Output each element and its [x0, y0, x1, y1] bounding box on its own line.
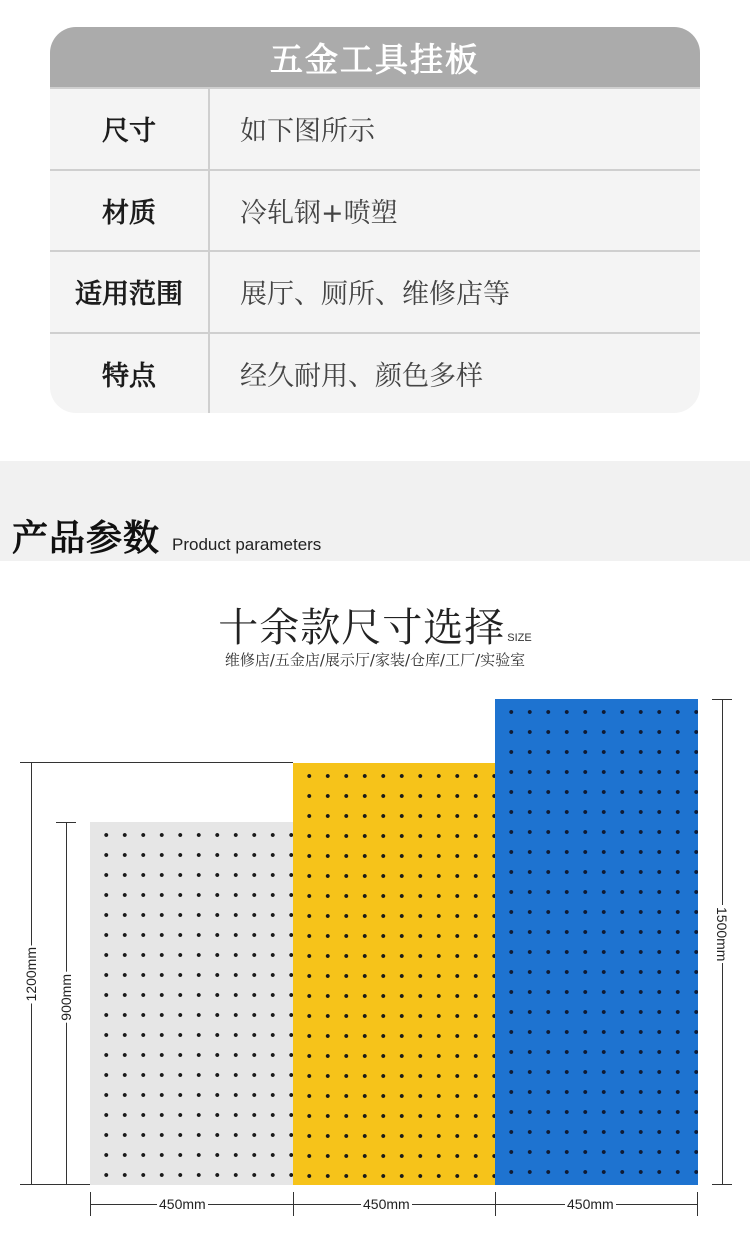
dimension-tick [697, 1192, 698, 1216]
size-heading [0, 596, 750, 653]
pegboard-yellow [293, 763, 495, 1185]
spec-row-size [50, 87, 700, 169]
spec-value: 经久耐用、颜色多样 [240, 360, 483, 392]
dimension-tick [495, 1192, 496, 1216]
spec-value: 如下图所示 [240, 116, 375, 148]
spec-key: 材质 [50, 171, 210, 251]
pegboard-blue [495, 699, 698, 1185]
spec-table-title: 五金工具挂板 [50, 27, 700, 87]
dimension-tick [20, 762, 293, 763]
dimension-label-width-grey: 450mm [159, 1196, 206, 1212]
dimension-tick [293, 1192, 294, 1216]
spec-key: 特点 [50, 334, 210, 414]
spec-row-scope [50, 250, 700, 332]
spec-key: 适用范围 [50, 252, 210, 332]
dimension-label-1500: 1500mm [714, 907, 730, 962]
section-title: 产品参数 [12, 518, 161, 559]
pegboard-grey [90, 822, 293, 1185]
spec-row-features [50, 332, 700, 414]
dimension-label-900: 900mm [58, 974, 74, 1021]
spec-table [50, 27, 700, 413]
dimension-label-width-yellow: 450mm [363, 1196, 410, 1212]
dimension-label-width-blue: 450mm [567, 1196, 614, 1212]
spec-key: 尺寸 [50, 89, 210, 169]
section-subtitle: Product parameters [172, 535, 322, 554]
size-heading-text: 十余款尺寸选择 [218, 605, 506, 651]
spec-row-material [50, 169, 700, 251]
spec-value: 展厅、厕所、维修店等 [240, 279, 510, 311]
section-header [12, 510, 321, 561]
size-subtitle: 维修店/五金店/展示厅/家装/仓库/工厂/实验室 [224, 651, 526, 669]
dimension-tick [90, 1192, 91, 1216]
spec-value: 冷轧钢+喷塑 [240, 197, 398, 229]
size-heading-tag: SIZE [507, 632, 532, 644]
dimension-label-1200: 1200mm [23, 947, 39, 1002]
